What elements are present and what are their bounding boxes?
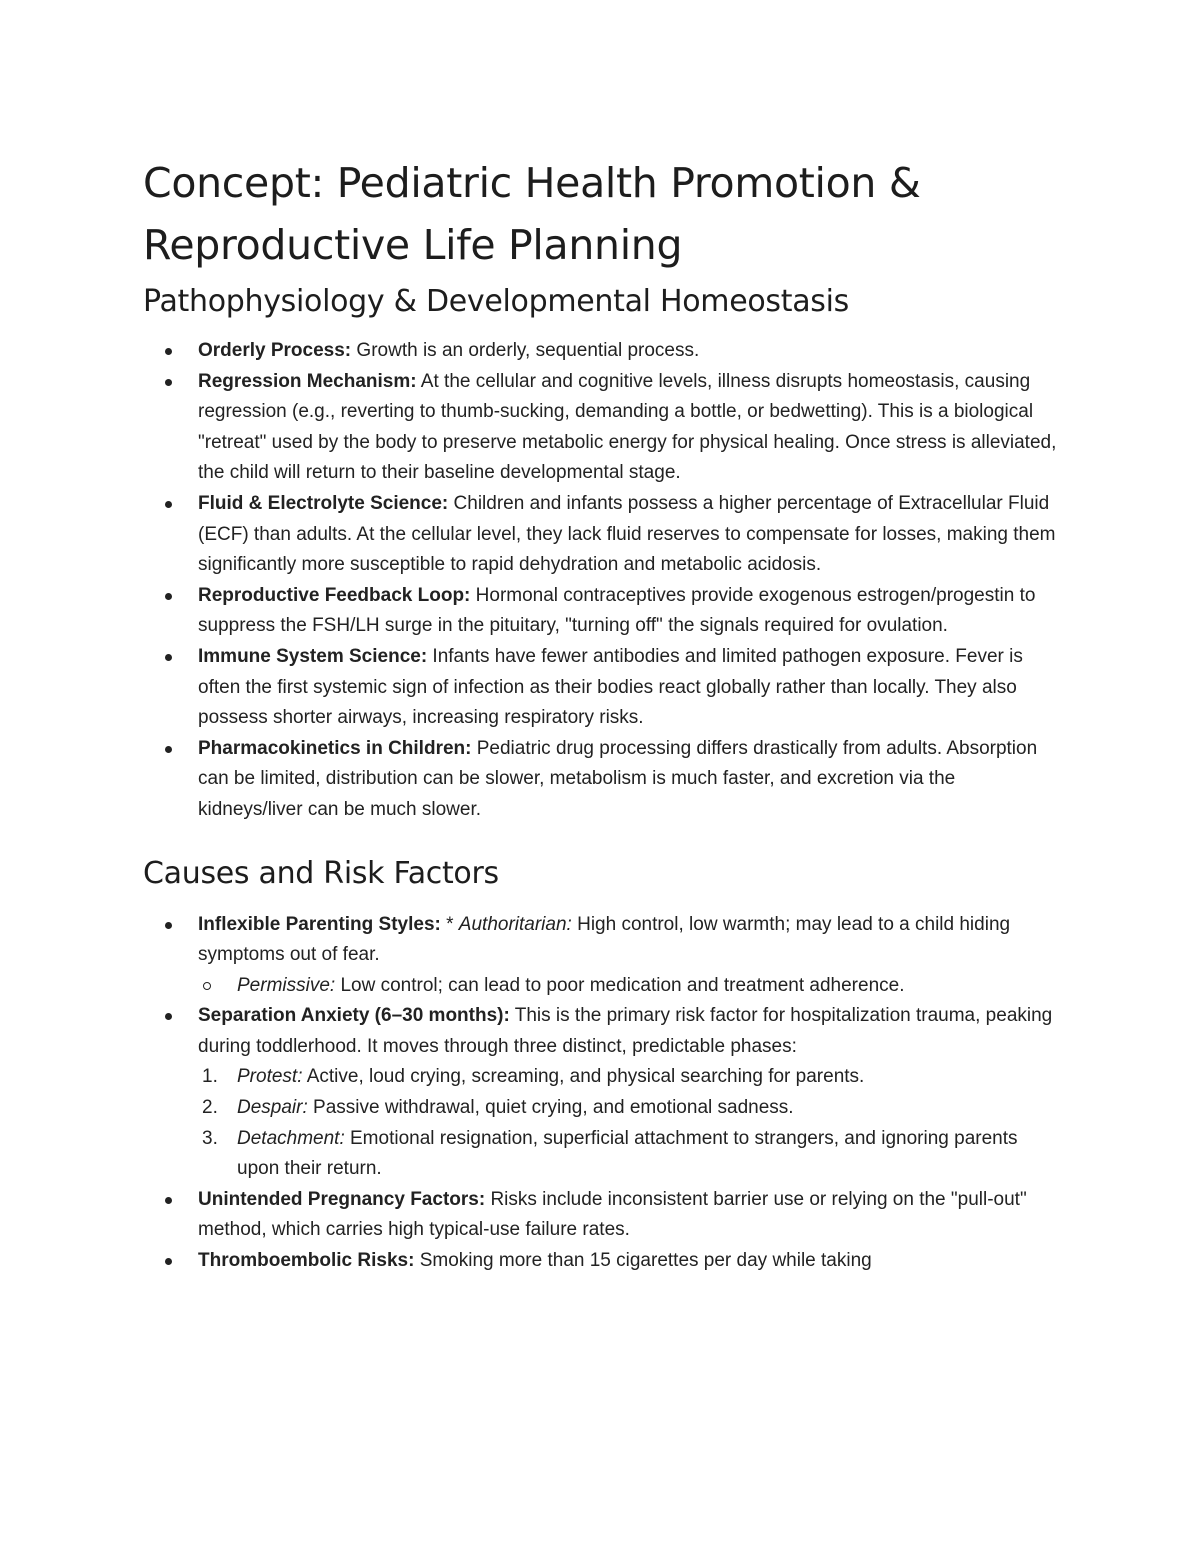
item-label: Immune System Science: [198,645,428,667]
item-text: This is the primary risk factor for hospitalization trauma, peaking during toddlerhood. It moves through three distinct, predictable phases: [198,1005,1053,1057]
item-label: Regression Mechanism: [198,370,417,392]
phase-text: Emotional resignation, superficial attachment to strangers, and ignoring parents upon their return. [237,1127,1018,1180]
item-text: Low control; can lead to poor medication and treatment adherence. [335,974,905,996]
parenting-sublist [198,971,1063,1002]
list-item [143,336,1063,367]
item-label: Unintended Pregnancy Factors: [198,1188,486,1210]
section-heading-pathophysiology: Pathophysiology & Developmental Homeostasis [143,284,849,319]
item-label: Fluid & Electrolyte Science: [198,492,449,514]
item-text: Pediatric drug processing differs drastically from adults. Absorption can be limited, distribution can be slower, metabolism is much faster, and excretion via the kidneys/liver can be much slower. [198,737,1038,820]
item-lead: * [440,913,459,935]
item-text: At the cellular and cognitive levels, illness disrupts homeostasis, causing regression (e.g., reverting to thumb-sucking, demanding a bottle, or bedwetting). This is a biological "retreat" used by the body to preserve metabolic energy for physical healing. Once stress is alleviated, the child will return to their baseline developmental stage. [198,370,1057,484]
list-item [143,581,1063,642]
item-label: Orderly Process: [198,340,352,361]
list-item [143,734,1063,826]
phase-name: Protest: [237,1066,303,1088]
style-authoritarian: Authoritarian: [458,913,572,935]
list-item [143,367,1063,489]
style-permissive: Permissive: [237,974,336,996]
item-text: Hormonal contraceptives provide exogenous estrogen/progestin to suppress the FSH/LH surge in the pituitary, "turning off" the signals required for ovulation. [198,584,1036,637]
item-text: Growth is an orderly, sequential process. [351,340,700,361]
item-text: Infants have fewer antibodies and limited pathogen exposure. Fever is often the first systemic sign of infection as their bodies react globally rather than locally. They also possess shorter airways, increasing respiratory risks. [198,645,1023,729]
item-text: Smoking more than 15 cigarettes per day while taking [414,1250,872,1272]
list-item-parenting [143,910,1063,1002]
document-content [143,152,1063,1277]
list-item [143,642,1063,734]
list-item [143,489,1063,581]
item-text: Risks include inconsistent barrier use or relying on the "pull-out" method, which carries high typical-use failure rates. [198,1188,1027,1241]
list-item-pregnancy [143,1185,1063,1246]
list-item-thromboembolic [143,1246,1063,1277]
item-label: Separation Anxiety (6–30 months): [198,1005,510,1027]
phase-number: 1. [202,1066,218,1088]
phase-text: Active, loud crying, screaming, and physical searching for parents. [302,1066,865,1088]
phase-item [198,1124,1063,1185]
phase-number: 2. [202,1097,218,1119]
phase-item [198,1062,1063,1093]
phase-number: 3. [202,1127,218,1149]
item-text: Children and infants possess a higher percentage of Extracellular Fluid (ECF) than adults. At the cellular level, they lack fluid reserves to compensate for losses, making them significantly more susceptible to rapid dehydration and metabolic acidosis. [198,492,1056,576]
phase-item [198,1093,1063,1124]
item-label: Inflexible Parenting Styles: [198,913,441,935]
item-label: Thromboembolic Risks: [198,1250,415,1272]
page-title: Concept: Pediatric Health Promotion & Reproductive Life Planning [143,159,921,269]
phase-name: Despair: [237,1097,308,1119]
sublist-item [198,971,1063,1002]
causes-list [143,910,1063,1277]
item-label: Reproductive Feedback Loop: [198,584,471,606]
section-heading-causes: Causes and Risk Factors [143,855,499,891]
list-item-separation [143,1001,1063,1185]
phase-text: Passive withdrawal, quiet crying, and emotional sadness. [307,1097,794,1119]
item-label: Pharmacokinetics in Children: [198,737,472,759]
phase-name: Detachment: [237,1127,345,1149]
phases-list [198,1062,1063,1184]
item-text: High control, low warmth; may lead to a child hiding symptoms out of fear. [198,913,1011,966]
pathophysiology-list [143,336,1063,826]
